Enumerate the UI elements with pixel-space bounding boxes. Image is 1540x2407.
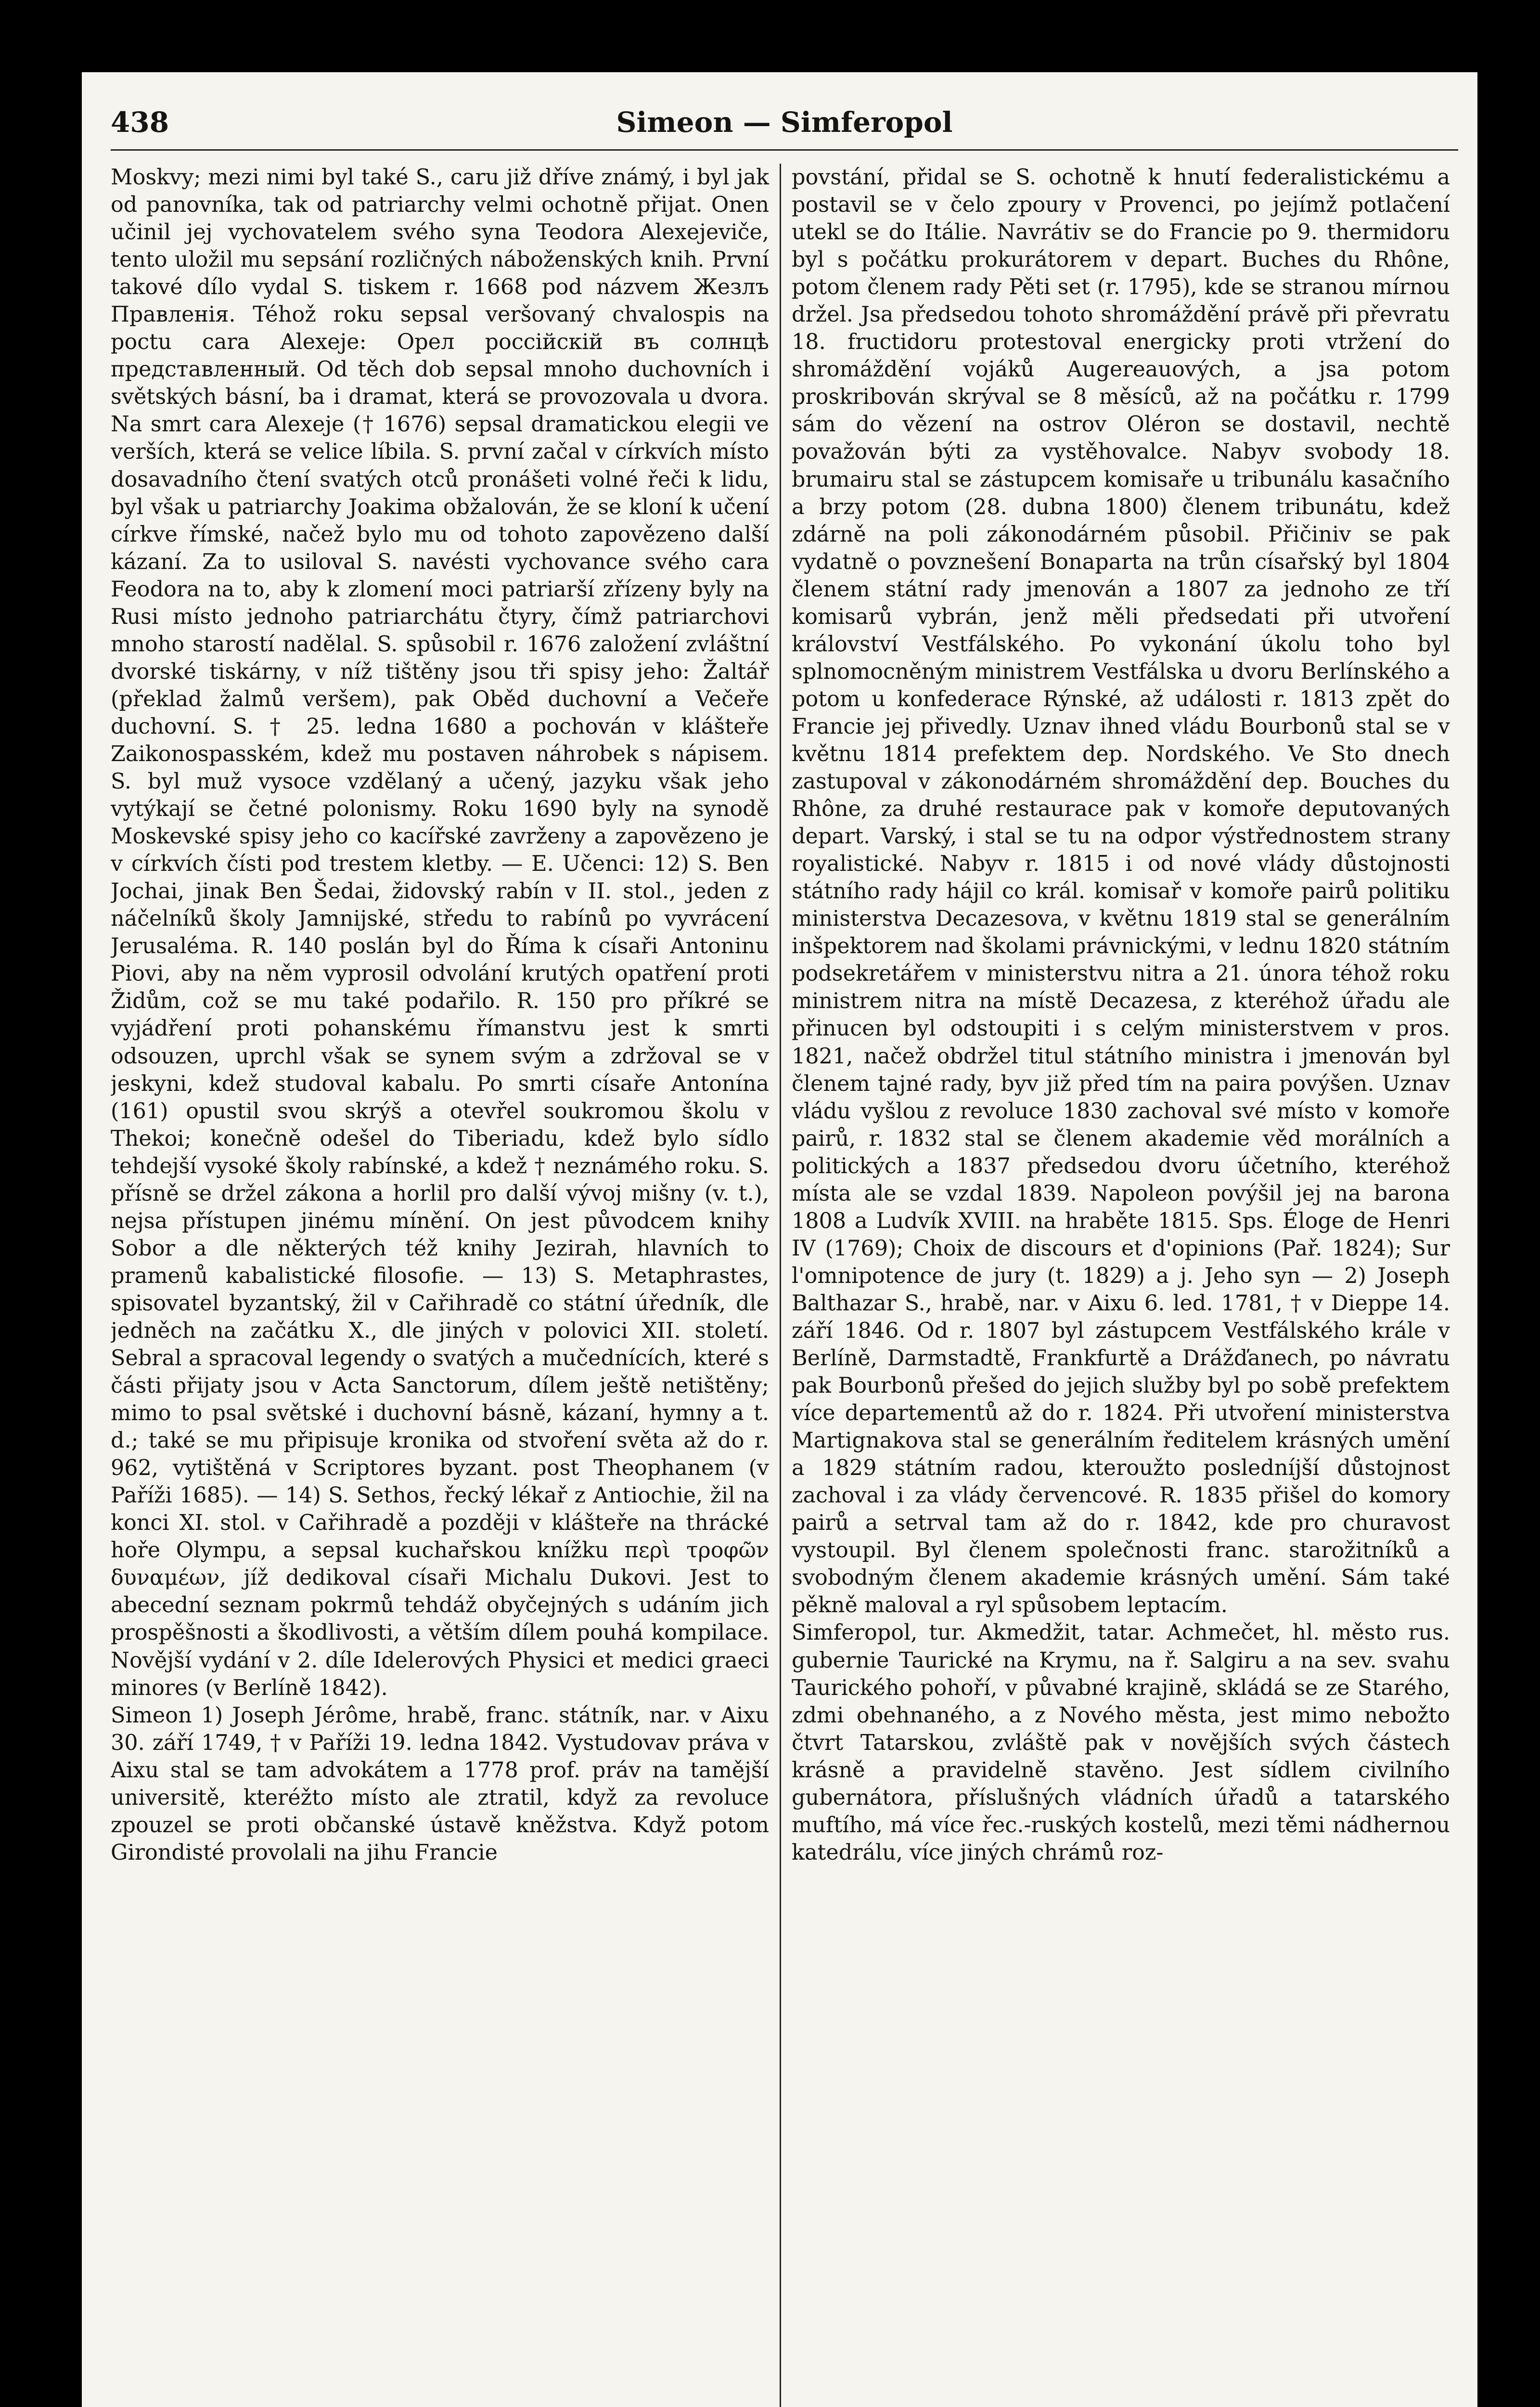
entry-simeon: Simeon 1) Joseph Jérôme, hrabě, franc. státník, nar. v Aixu 30. září 1749, † v Paříži 19. ledna 1842. Vystudovav práva v Aixu stal se tam advokátem a 1778 prof. práv na tamější universitě, kteréžto místo ale ztratil, když za revoluce zpouzel se proti občanské ústavě kněžstva. Když potom Girondisté provolali na jihu Francie (111, 1703, 769, 1865)
paragraph: povstání, přidal se S. ochotně k hnutí federalistickému a postavil se v čelo zpoury v Provenci, po jejímž potlačení utekl se do Itálie. Navrátiv se do Francie po 9. thermidoru byl s počátku prokurátorem v depart. Buches du Rhône, potom členem rady Pěti set (r. 1795), kde se stranou mírnou držel. Jsa předsedou tohoto shromáždění právě při převratu 18. fructidoru protestoval energicky proti vtržení do shromáždění vojáků Augereauových, a jsa potom proskribován skrýval se 8 měsíců, až na počátku r. 1799 sám do vězení na ostrov Oléron se dostavil, nechtě považován býti za vystěhovalce. Nabyv svobody 18. brumairu stal se zástupcem komisaře u tribunálu kasačního a brzy potom (28. dubna 1800) členem tribunátu, kdež zdárně na poli zákonodárném působil. Přičiniv se pak vydatně o povznešení Bonaparta na trůn císařský byl 1804 členem státní rady jmenován a 1807 za jednoho ze tří komisarů vybrán, jenž měli předsedati při utvoření království Vestfálského. Po vykonání úkolu toho byl splnomocněným ministrem Vestfálska u dvoru Berlínského a potom u konfederace Rýnské, až události r. 1813 zpět do Francie jej přivedly. Uznav ihned vládu Bourbonů stal se v květnu 1814 prefektem dep. Nordského. Ve Sto dnech zastupoval v zákonodárném shromáždění dep. Bouches du Rhône, za druhé restaurace pak v komoře deputovaných depart. Varský, i stal se tu na odpor výstřednostem strany royalistické. Nabyv r. 1815 i od nové vlády důstojnosti státního rady hájil co král. komisař v komoře pairů politiku ministerstva Decazesova, v květnu 1819 stal se generálním inšpektorem nad školami právnickými, v lednu 1820 státním podsekretářem v ministerstvu nitra a 21. února téhož roku ministrem nitra na místě Decazesa, z kteréhož úřadu ale přinucen byl odstoupiti i s celým ministerstvem v pros. 1821, načež obdržel titul státního ministra i jmenován byl členem tajné rady, byv již před tím na paira povýšen. Uznav vládu vyšlou z revoluce 1830 zachoval své místo v komoře pairů, r. 1832 stal se členem akademie věd morálních a politických a 1837 předsedou dvoru účetního, kteréhož místa ale se vzdal 1839. Napoleon povýšil jej na barona 1808 a Ludvík XVIII. na hraběte 1815. Sps. Éloge de Henri IV (1769); Choix de discours et d'opinions (Pař. 1824); Sur l'omnipotence de jury (t. 1829) a j. Jeho syn — 2) Joseph Balthazar S., hrabě, nar. v Aixu 6. led. 1781, † v Dieppe 14. září 1846. Od r. 1807 byl zástupcem Vestfálského krále v Berlíně, Darmstadtě, Frankfurtě a Drážďanech, po návratu pak Bourbonů přešed do jejich služby byl po sobě prefektem více departementů až do r. 1824. Při utvoření ministerstva Martignakova stal se generálním ředitelem krásných umění a 1829 státním radou, kteroužto posledníjší důstojnost zachoval i za vlády červencové. R. 1835 přišel do komory pairů a setrval tam až do r. 1842, kde pro churavost vystoupil. Byl členem společnosti franc. starožitníků a svobodným členem akademie krásných umění. Sám také pěkně maloval a ryl spůsobem leptacím. (792, 165, 1450, 1618)
right-column (781, 164, 1450, 2407)
page (82, 72, 1477, 2407)
left-column (111, 164, 780, 2407)
entry-simferopol: Simferopol, tur. Akmedžit, tatar. Achmečet, hl. město rus. gubernie Taurické na Krymu, na ř. Salgiru a na sev. svahu Taurického pohoří, v půvabné krajině, skládá se ze Starého, zdmi obehnaného, a z Nového města, jest mimo nebožto čtvrt Tatarskou, zvláště pak v novějších svých částech krásně a pravidelně stavěno. Jest sídlem civilního gubernátora, příslušných vládních úřadů a tatarského muftího, má více řec.-ruských kostelů, mezi těmi nádhernou katedrálu, více jiných chrámů roz- (792, 1620, 1450, 1865)
running-title: Simeon — Simferopol (616, 106, 953, 139)
page-number: 438 (111, 106, 169, 139)
text-columns (111, 164, 1458, 2407)
paragraph: Moskvy; mezi nimi byl také S., caru již dříve známý, i byl jak od panovníka, tak od patriarchy velmi ochotně přijat. Onen učinil jej vychovatelem svého syna Teodora Alexejeviče, tento uložil mu sepsání rozličných náboženských knih. První takové dílo vydal S. tiskem r. 1668 pod názvem Жезлъ Правленія. Téhož roku sepsal veršovaný chvalospis na poctu cara Alexeje: Орел россійскій въ солнцѣ представленный. Od těch dob sepsal mnoho duchovních i světských básní, ba i dramat, která se provozovala u dvora. Na smrt cara Alexeje († 1676) sepsal dramatickou elegii ve verších, která se velice líbila. S. první začal v církvích místo dosavadního čtení svatých otců pronášeti volné řeči k lidu, byl však u patriarchy Joakima obžalován, že se kloní k učení církve římské, načež bylo mu od tohoto zapovězeno další kázaní. Za to usiloval S. navésti vychovance svého cara Feodora na to, aby k zlomení moci patriarší zřízeny byly na Rusi místo jednoho patriarchátu čtyry, čímž patriarchovi mnoho starostí nadělal. S. spůsobil r. 1676 založení zvláštní dvorské tiskárny, v níž tištěny jsou tři spisy jeho: Žaltář (překlad žalmů veršem), pak Oběd duchovní a Večeře duchovní. S. † 25. ledna 1680 a pochován v klášteře Zaikonospasském, kdež mu postaven náhrobek s nápisem. S. byl muž vysoce vzdělaný a učený, jazyku však jeho vytýkají se četné polonismy. Roku 1690 byly na synodě Moskevské spisy jeho co kacířské zavrženy a zapovězeno je v církvích čísti pod trestem kletby. — E. Učenci: 12) S. Ben Jochai, jinak Ben Šedai, židovský rabín v II. stol., jeden z náčelníků školy Jamnijské, středu to rabínů po vyvrácení Jerusaléma. R. 140 poslán byl do Říma k císaři Antoninu Piovi, aby na něm vyprosil odvolání krutých opatření proti Židům, což se mu také podařilo. R. 150 pro příkré se vyjádření proti pohanskému římanstvu jest k smrti odsouzen, uprchl však se synem svým a zdržoval se v jeskyni, kdež studoval kabalu. Po smrti císaře Antonína (161) opustil svou skrýš a otevřel soukromou školu v Thekoi; konečně odešel do Tiberiadu, kdež bylo sídlo tehdejší vysoké školy rabínské, a kdež † neznámého roku. S. přísně se držel zákona a horlil pro další vývoj mišny (v. t.), nejsa přístupen jinému mínění. On jest původcem knihy Sobor a dle některých též knihy Jezirah, hlavních to pramenů kabalistické filosofie. — 13) S. Metaphrastes, spisovatel byzantský, žil v Cařihradě co státní úředník, dle jedněch na začátku X., dle jiných v polovici XII. století. Sebral a spracoval legendy o svatých a mučednících, které s části přijaty jsou v Acta Sanctorum, dílem ještě netištěny; mimo to psal světské i duchovní básně, kázaní, hymny a t. d.; také se mu připisuje kronika od stvoření světa až do r. 962, vytištěná v Scriptores byzant. post Theophanem (v Paříži 1685). — 14) S. Sethos, řecký lékař z Antiochie, žil na konci XI. stol. v Cařihradě a později v klášteře na thrácké hoře Olympu, a sepsal kuchařskou knížku περὶ τροφῶν δυναμέων, jíž dedikoval císaři Michalu Dukovi. Jest to abecední seznam pokrmů tehdáž obyčejných s udáním jich prospěšnosti a škodlivosti, a větším dílem pouhá kompilace. Novější vydání v 2. díle Idelerových Physici et medici graeci minores (v Berlíně 1842). (111, 165, 769, 1700)
page-header (111, 106, 1458, 151)
